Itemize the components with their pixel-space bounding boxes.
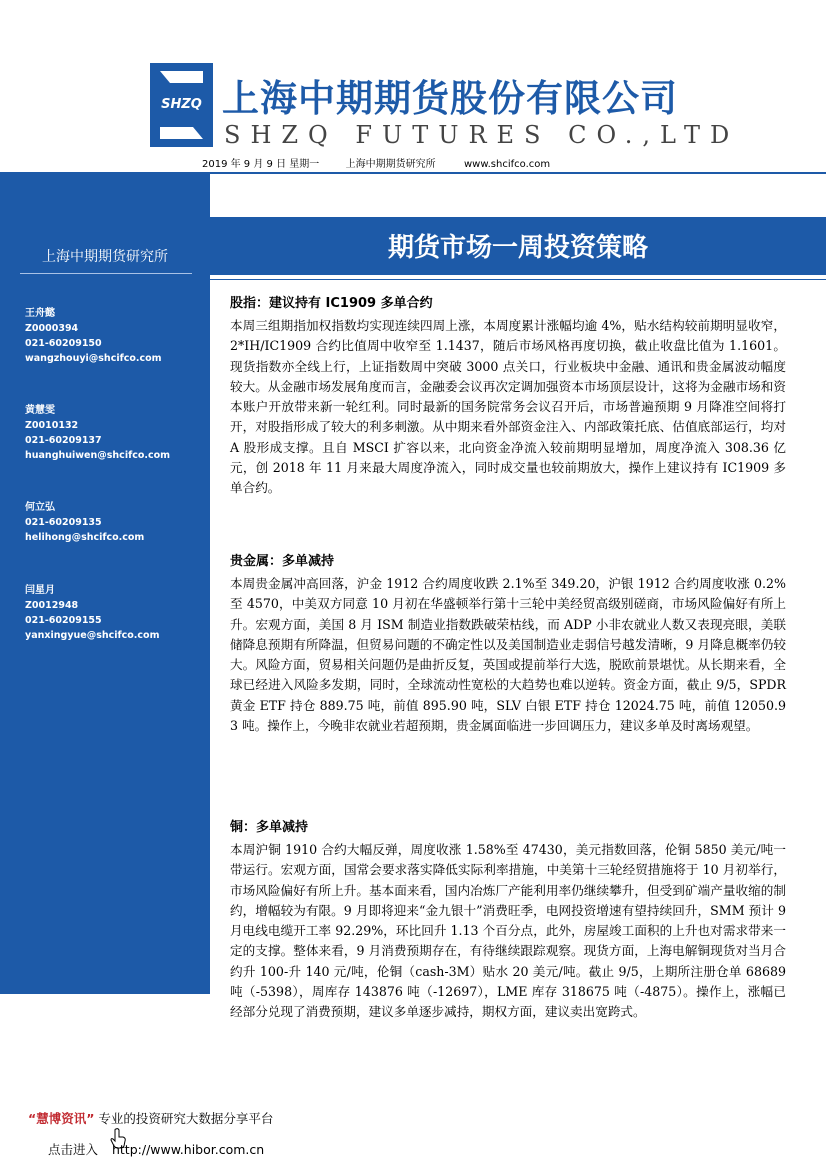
section-heading: 股指：建议持有 IC1909 多单合约 [230, 296, 433, 311]
section-precious-metals [230, 552, 786, 736]
footer-brand: “慧博资讯” [28, 1111, 95, 1126]
footer-cta: 点击进入 [48, 1142, 99, 1157]
analyst-phone: 021-60209150 [25, 338, 102, 349]
analyst-name: 黄慧雯 [25, 405, 55, 416]
analyst-id: Z0012948 [25, 600, 79, 611]
analyst-id: Z0010132 [25, 420, 79, 431]
analyst-email[interactable]: helihong@shcifco.com [25, 532, 145, 543]
company-name-en: SHZQ FUTURES CO.,LTD [224, 121, 740, 149]
section-heading: 铜：多单减持 [230, 820, 309, 835]
footer-slogan [28, 1109, 273, 1127]
footer-link[interactable] [48, 1140, 264, 1158]
report-date: 2019 年 9 月 9 日 星期一 [202, 159, 320, 170]
institute-name: 上海中期期货研究所 [345, 159, 436, 170]
company-logo [150, 63, 213, 147]
analyst-email[interactable]: wangzhouyi@shcifco.com [25, 353, 162, 364]
logo-text: SHZQ [161, 97, 202, 112]
website-link[interactable]: www.shcifco.com [464, 159, 551, 170]
section-body: 本周三组期指加权指数均实现连续四周上涨，本周度累计涨幅均逾 4%，贴水结构较前期明显收窄，2*IH/IC1909 合约比值周中收窄至 1.1437，随后市场风格再度切换，截止收盘比值为 1.1601。现货指数亦全线上行，上证指数周中突破 3000 点关口，行业板块中金融、通讯和贵金属波动幅度较大。从金融市场发展角度而言，金融委会议再次定调加强资本市场顶层设计，这将为金融市场和资本账户开放带来新一轮红利。同时最新的国务院常务会议召开后，市场普遍预期 9 月降准空间将打开，对股指形成了较大的利多刺激。从中期来看外部资金注入、内部政策托底、估值底部运行，均对 A 股形成支撑。且自 MSCI 扩容以来，北向资金净流入较前期明显增加，周度净流入 308.36 亿元，创 2018 年 11 月来最大周度净流入，同时成交量也较前期放大，操作上建议持有 IC1909 多单合约。 [230, 318, 786, 496]
analyst-phone: 021-60209135 [25, 517, 102, 528]
analyst-email[interactable]: huanghuiwen@shcifco.com [25, 450, 171, 461]
section-body: 本周贵金属冲高回落，沪金 1912 合约周度收跌 2.1%至 349.20，沪银 1912 合约周度收涨 0.2%至 4570，中美双方同意 10 月初在华盛顿举行第十三轮中美经贸高级别磋商，市场风险偏好有所上升。宏观方面，美国 8 月 ISM 制造业指数跌破荣枯线，而 ADP 小非农就业人数又表现亮眼，美联储降息预期有所降温，但贸易问题的不确定性以及美国制造业走弱信号越发清晰，9 月降息概率仍较大。风险方面，贸易相关问题仍是曲折反复，英国或提前举行大选，脱欧前景堪忧。从长期来看，全球已经进入风险多发期，同时，全球流动性宽松的大趋势也难以逆转。资金方面，截止 9/5，SPDR 黄金 ETF 持仓 889.75 吨，前值 895.90 吨，SLV 白银 ETF 持仓 12024.75 吨，前值 12050.93 吨。操作上，今晚非农就业若超预期，贵金属面临进一步回调压力，建议多单及时离场观望。 [230, 576, 786, 734]
report-title: 期货市场一周投资策略 [387, 233, 648, 263]
sidebar-divider [20, 273, 192, 274]
analyst-phone: 021-60209137 [25, 435, 102, 446]
analyst-contact [25, 500, 144, 545]
sidebar-title: 上海中期期货研究所 [42, 249, 168, 265]
analyst-name: 王舟懿 [25, 308, 55, 319]
analyst-name: 闫星月 [25, 585, 55, 596]
analyst-contact [25, 403, 170, 463]
footer-slogan-text: 专业的投资研究大数据分享平台 [98, 1111, 274, 1126]
analyst-id: Z0000394 [25, 323, 79, 334]
dateline [202, 155, 550, 170]
section-stock-index [230, 294, 786, 499]
section-copper [230, 818, 786, 1023]
section-body: 本周沪铜 1910 合约大幅反弹，周度收涨 1.58%至 47430，美元指数回落，伦铜 5850 美元/吨一带运行。宏观方面，国常会要求落实降低实际利率措施，中美第十三轮经贸措施将于 10 月初举行，市场风险偏好有所上升。基本面来看，国内冶炼厂产能利用率仍继续攀升，但受到矿端产量收缩的制约，增幅较为有限。9 月即将迎来“金九银十”消费旺季，电网投资增速有望持续回升，SMM 预计 9 月电线电缆开工率 92.29%，环比回升 1.13 个百分点，此外，房屋竣工面积的上升也对需求带来一定的支撑。整体来看，9 月消费预期存在，有待继续跟踪观察。现货方面，上海电解铜现货对当月合约升 100-升 140 元/吨，伦铜（cash-3M）贴水 20 美元/吨。截止 9/5，上期所注册仓单 68689 吨（-5398），周库存 143876 吨（-12697），LME 库存 318675 吨（-4875）。操作上，涨幅已经部分兑现了消费预期，建议多单逐步减持，期权方面，建议卖出宽跨式。 [230, 842, 786, 1020]
company-name-cn: 上海中期期货股份有限公司 [222, 77, 678, 120]
analyst-email[interactable]: yanxingyue@shcifco.com [25, 630, 160, 641]
analyst-phone: 021-60209155 [25, 615, 102, 626]
section-heading: 贵金属：多单减持 [230, 554, 335, 569]
title-divider [210, 279, 826, 280]
analyst-contact [25, 306, 162, 366]
analyst-name: 何立弘 [25, 502, 55, 513]
footer-url[interactable]: http://www.hibor.com.cn [111, 1142, 265, 1157]
analyst-contact [25, 583, 159, 643]
report-title-banner [210, 217, 826, 275]
